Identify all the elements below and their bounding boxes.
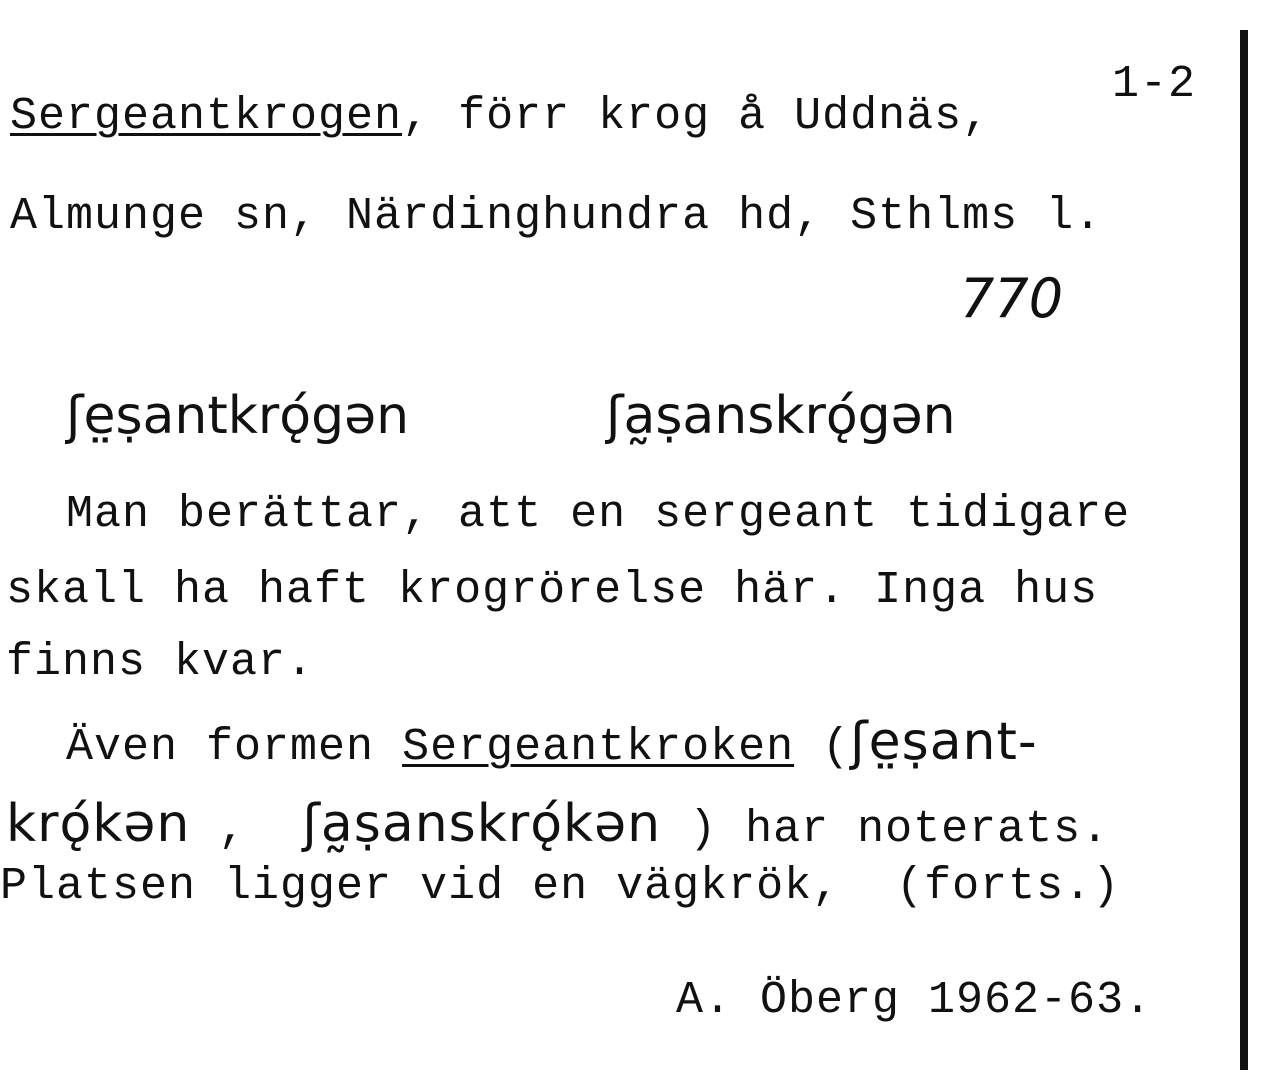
signature: A. Öberg 1962-63. bbox=[676, 975, 1153, 1026]
variant-pronunciation-part-2: krǫ́kən bbox=[6, 794, 191, 854]
page-number: 1-2 bbox=[1112, 59, 1197, 110]
card-edge-rule bbox=[1240, 30, 1248, 1070]
body-line-5 bbox=[6, 794, 1110, 855]
variant-pronunciation-part-1: ʃe̤ṣant- bbox=[850, 712, 1038, 772]
body-line-4-text: Även formen bbox=[66, 722, 403, 773]
body-line-4 bbox=[66, 712, 1038, 773]
body-line-4-paren: ( bbox=[794, 722, 851, 773]
body-line-2: skall ha haft krogrörelse här. Inga hus bbox=[6, 565, 1099, 616]
body-line-6: Platsen ligger vid en vägkrök, (forts.) bbox=[0, 861, 1121, 912]
pronunciation-2: ʃa̰ṣanskrǫ́gən bbox=[606, 386, 956, 446]
pronunciation-1: ʃe̤ṣantkrǫ́gən bbox=[66, 386, 410, 446]
variant-name: Sergeantkroken bbox=[402, 722, 795, 773]
body-line-3: finns kvar. bbox=[6, 637, 315, 688]
location-line: Almunge sn, Närdinghundra hd, Sthlms l. bbox=[10, 191, 1103, 242]
body-line-1: Man berättar, att en sergeant tidigare bbox=[66, 489, 1131, 540]
body-line-5-comma: , bbox=[190, 804, 303, 855]
heading-line bbox=[10, 91, 991, 142]
handwritten-number: 770 bbox=[960, 267, 1064, 330]
heading-description: , förr krog å Uddnäs, bbox=[402, 91, 991, 142]
variant-pronunciation-3: ʃa̰ṣanskrǫ́kən bbox=[302, 794, 662, 854]
body-line-5-text: ) har noterats. bbox=[661, 804, 1110, 855]
place-name: Sergeantkrogen bbox=[10, 91, 403, 142]
